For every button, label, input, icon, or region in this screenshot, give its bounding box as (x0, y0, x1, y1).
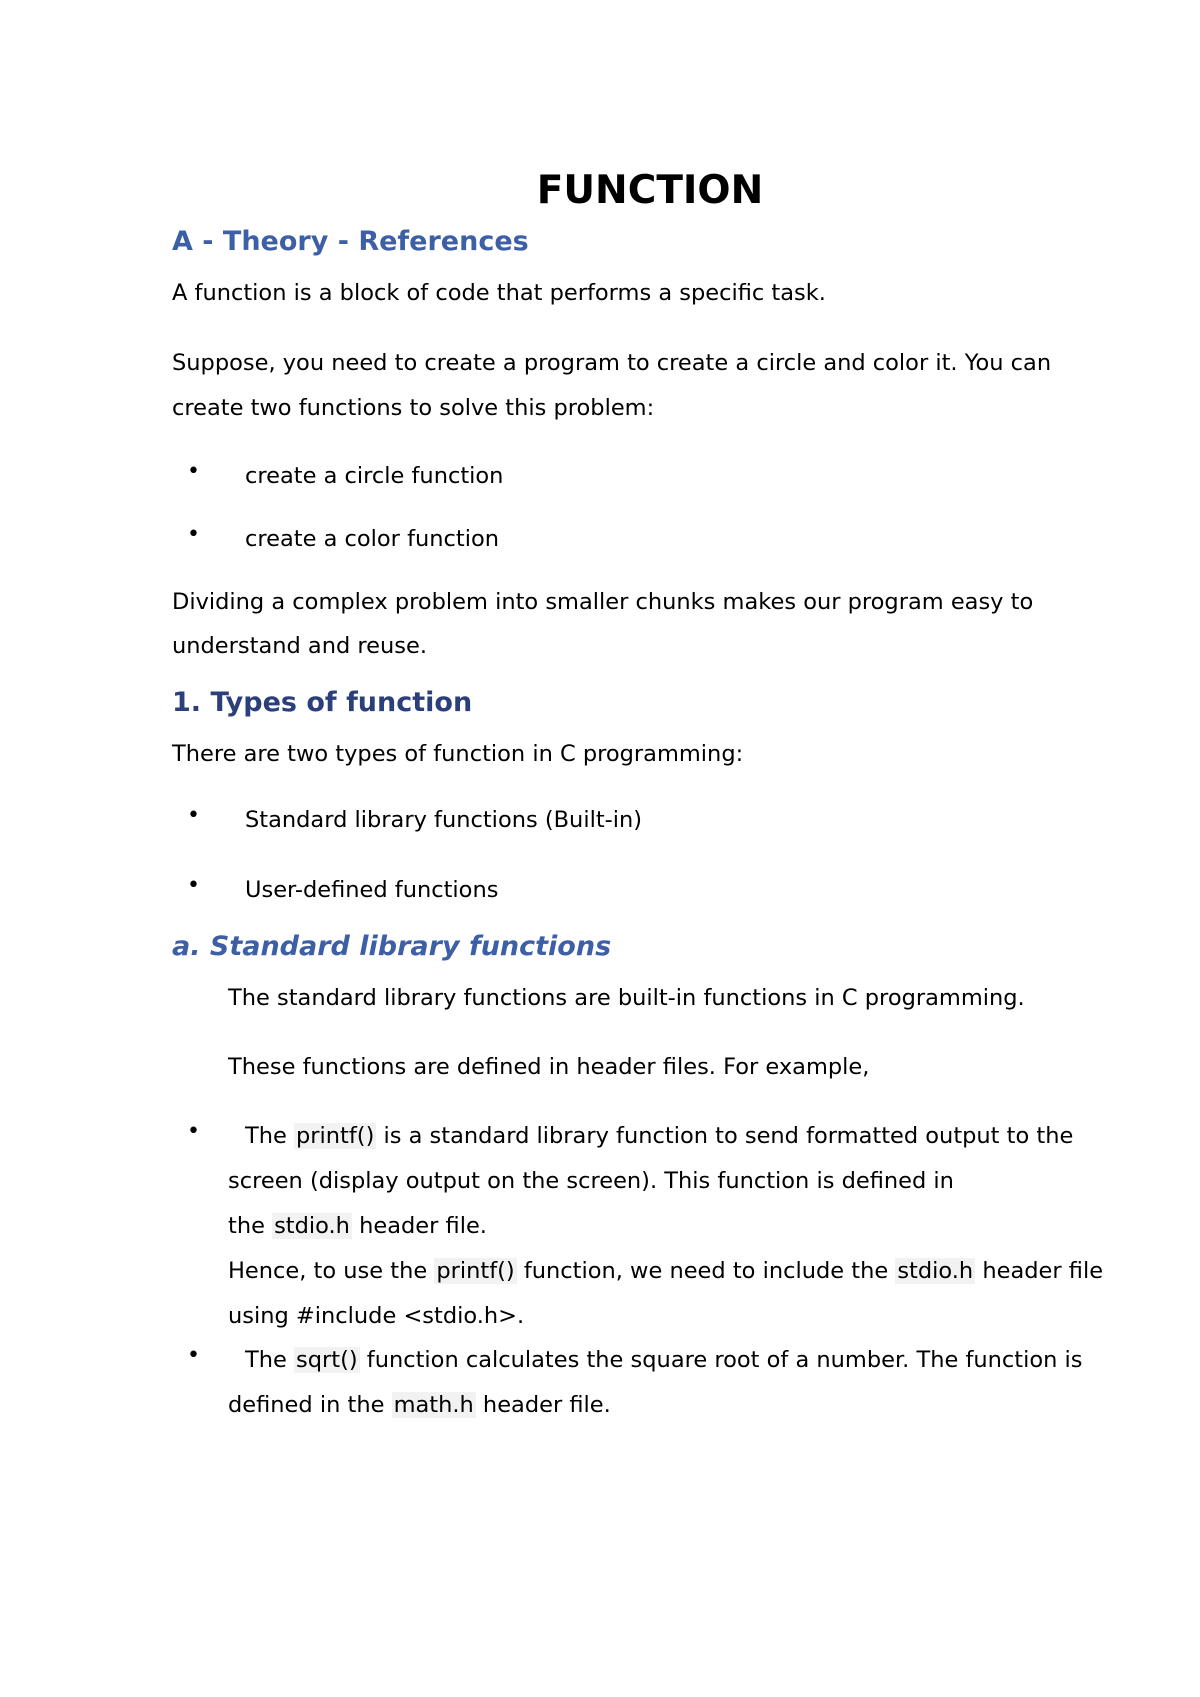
code-stdio-h: stdio.h (897, 1258, 974, 1284)
dividing-paragraph-line-1: Dividing a complex problem into smaller chunks makes our program easy to (172, 589, 1034, 615)
list-item: create a circle function (245, 463, 504, 489)
sqrt-item-line-1: The sqrt() function calculates the square root of a number. The function is (245, 1347, 1083, 1373)
code-math-h: math.h (393, 1392, 474, 1418)
types-of-function-heading: 1. Types of function (172, 687, 473, 718)
bullet-icon: • (187, 873, 200, 898)
types-intro-paragraph: There are two types of function in C programming: (172, 741, 744, 767)
standard-library-heading: a. Standard library functions (172, 931, 612, 962)
intro-paragraph: A function is a block of code that performs a specific task. (172, 280, 826, 306)
section-a-heading: A - Theory - References (172, 226, 529, 257)
bullet-icon: • (187, 1119, 200, 1144)
printf-item-line-1: The printf() is a standard library function to send formatted output to the (245, 1123, 1074, 1149)
code-stdio-h: stdio.h (274, 1213, 350, 1239)
code-sqrt: sqrt() (296, 1347, 358, 1373)
bullet-icon: • (187, 803, 200, 828)
printf-item-line-3: the stdio.h header file. (228, 1213, 487, 1239)
list-item: User-defined functions (245, 877, 499, 903)
printf-item-line-2: screen (display output on the screen). This function is defined in (228, 1168, 954, 1194)
bullet-icon: • (187, 1343, 200, 1368)
standard-library-paragraph-2: These functions are defined in header files. For example, (228, 1054, 870, 1080)
suppose-paragraph-line-2: create two functions to solve this problem: (172, 395, 655, 421)
code-printf: printf() (296, 1123, 375, 1149)
bullet-icon: • (187, 459, 200, 484)
suppose-paragraph-line-1: Suppose, you need to create a program to create a circle and color it. You can (172, 350, 1052, 376)
dividing-paragraph-line-2: understand and reuse. (172, 633, 427, 659)
bullet-icon: • (187, 522, 200, 547)
page-title: FUNCTION (536, 168, 764, 213)
sqrt-item-line-2: defined in the math.h header file. (228, 1392, 611, 1418)
printf-item-line-4: Hence, to use the printf() function, we need to include the stdio.h header file (228, 1258, 1104, 1284)
printf-item-line-5: using #include <stdio.h>. (228, 1303, 525, 1329)
standard-library-paragraph-1: The standard library functions are built-in functions in C programming. (228, 985, 1025, 1011)
list-item: Standard library functions (Built-in) (245, 807, 643, 833)
code-printf: printf() (436, 1258, 515, 1284)
list-item: create a color function (245, 526, 499, 552)
